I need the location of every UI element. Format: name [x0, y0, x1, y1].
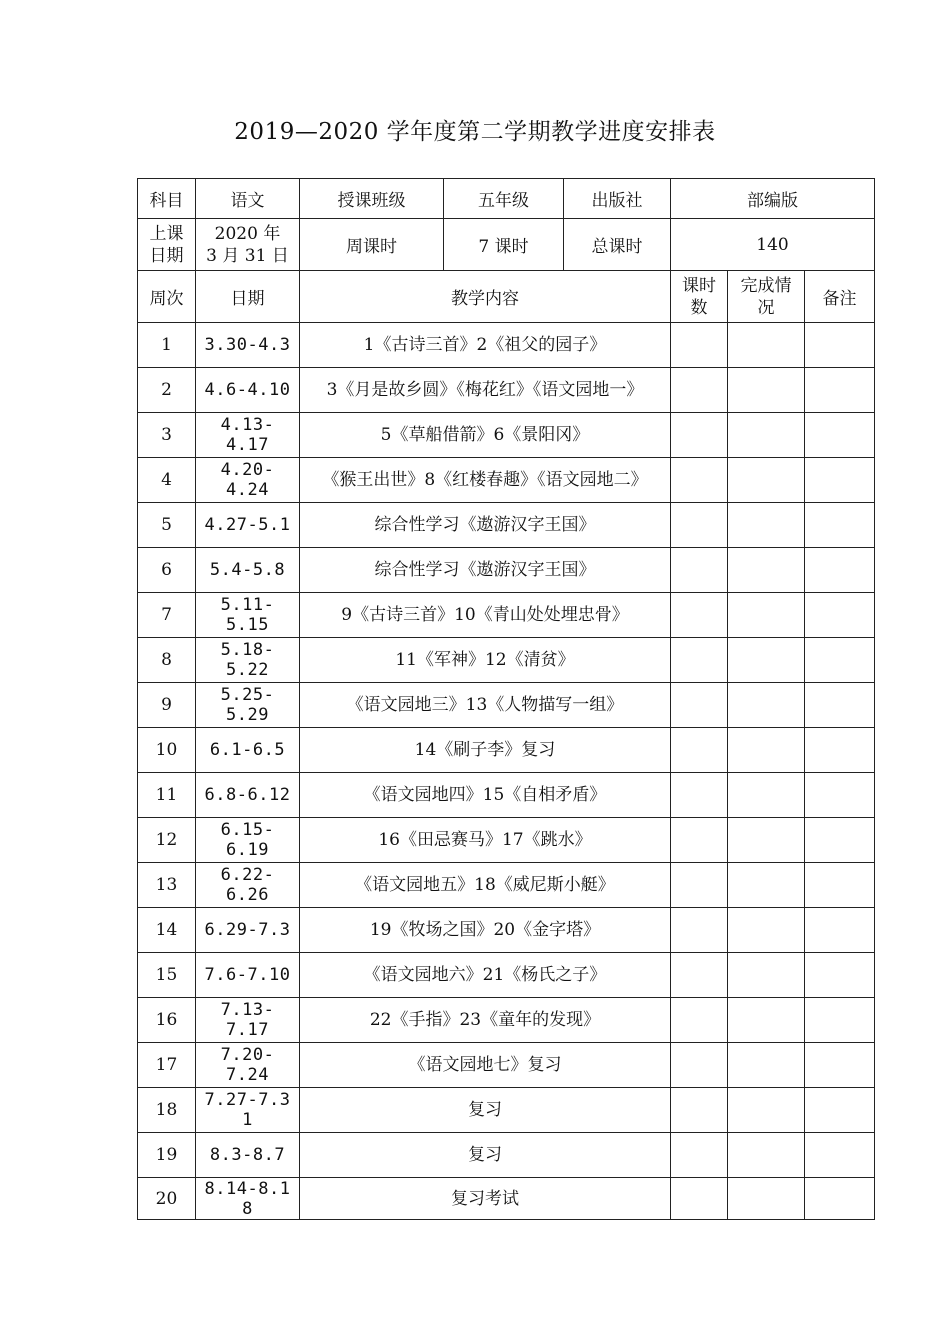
table-row	[138, 953, 875, 998]
week-cell: 18	[138, 1088, 196, 1133]
content-cell: 3《月是故乡圆》《梅花红》《语文园地一》	[300, 368, 671, 413]
done-cell	[728, 998, 805, 1043]
week-cell: 9	[138, 683, 196, 728]
date-cell	[196, 1133, 300, 1178]
header-hours-line-2: 数	[690, 297, 708, 318]
weekly-hours-value: 7 课时	[444, 219, 564, 271]
content-cell: 9《古诗三首》10《青山处处埋忠骨》	[300, 593, 671, 638]
schedule-table	[137, 178, 875, 1220]
date-line-1: 5.18-	[220, 640, 275, 660]
date-line-2: 4.24	[226, 480, 269, 500]
week-cell: 20	[138, 1178, 196, 1220]
table-row	[138, 1178, 875, 1220]
date-line-1: 7.27-7.3	[204, 1090, 291, 1110]
hours-cell	[671, 638, 728, 683]
table-row	[138, 458, 875, 503]
table-row	[138, 1088, 875, 1133]
done-cell	[728, 323, 805, 368]
week-cell: 7	[138, 593, 196, 638]
notes-cell	[805, 413, 875, 458]
date-cell	[196, 503, 300, 548]
table-row	[138, 863, 875, 908]
hours-cell	[671, 1088, 728, 1133]
table-row	[138, 323, 875, 368]
date-line-1: 6.22-	[220, 865, 275, 885]
notes-cell	[805, 1088, 875, 1133]
table-row	[138, 1043, 875, 1088]
date-cell	[196, 1178, 300, 1220]
date-line-1: 7.13-	[220, 1000, 275, 1020]
date-line-1: 4.13-	[220, 415, 275, 435]
done-cell	[728, 368, 805, 413]
publisher-label: 出版社	[564, 179, 671, 219]
table-row	[138, 413, 875, 458]
start-date-label-line-2: 日期	[149, 245, 184, 266]
content-cell: 《语文园地五》18《威尼斯小艇》	[300, 863, 671, 908]
notes-cell	[805, 458, 875, 503]
notes-cell	[805, 323, 875, 368]
date-line-1: 4.6-4.10	[204, 380, 291, 400]
notes-cell	[805, 818, 875, 863]
hours-cell	[671, 773, 728, 818]
date-cell	[196, 458, 300, 503]
date-line-2: 8	[242, 1198, 253, 1219]
done-cell	[728, 773, 805, 818]
start-date-label	[138, 219, 196, 271]
week-cell: 4	[138, 458, 196, 503]
hours-cell	[671, 818, 728, 863]
date-cell	[196, 773, 300, 818]
date-line-2: 7.24	[226, 1065, 269, 1085]
content-cell: 《语文园地三》13《人物描写一组》	[300, 683, 671, 728]
notes-cell	[805, 1043, 875, 1088]
week-cell: 11	[138, 773, 196, 818]
header-done-line-2: 况	[757, 297, 775, 318]
notes-cell	[805, 773, 875, 818]
week-cell: 5	[138, 503, 196, 548]
done-cell	[728, 413, 805, 458]
content-cell: 综合性学习《遨游汉字王国》	[300, 548, 671, 593]
content-cell: 复习	[300, 1088, 671, 1133]
notes-cell	[805, 908, 875, 953]
content-cell: 14《刷子李》复习	[300, 728, 671, 773]
table-row	[138, 548, 875, 593]
done-cell	[728, 818, 805, 863]
content-cell: 综合性学习《遨游汉字王国》	[300, 503, 671, 548]
date-cell	[196, 548, 300, 593]
date-cell	[196, 863, 300, 908]
week-cell: 1	[138, 323, 196, 368]
table-row	[138, 503, 875, 548]
date-line-1: 8.3-8.7	[209, 1145, 286, 1165]
content-cell: 《语文园地四》15《自相矛盾》	[300, 773, 671, 818]
week-cell: 10	[138, 728, 196, 773]
notes-cell	[805, 368, 875, 413]
date-cell	[196, 728, 300, 773]
done-cell	[728, 863, 805, 908]
done-cell	[728, 638, 805, 683]
header-date: 日期	[196, 271, 300, 323]
content-cell: 5《草船借箭》6《景阳冈》	[300, 413, 671, 458]
header-week: 周次	[138, 271, 196, 323]
notes-cell	[805, 863, 875, 908]
hours-cell	[671, 908, 728, 953]
notes-cell	[805, 683, 875, 728]
info-row-schedule	[138, 219, 875, 271]
hours-cell	[671, 1133, 728, 1178]
date-cell	[196, 953, 300, 998]
week-cell: 19	[138, 1133, 196, 1178]
notes-cell	[805, 728, 875, 773]
date-cell	[196, 683, 300, 728]
date-line-1: 6.15-	[220, 820, 275, 840]
date-cell	[196, 1043, 300, 1088]
header-hours-line-1: 课时	[682, 275, 716, 296]
week-cell: 13	[138, 863, 196, 908]
header-content: 教学内容	[300, 271, 671, 323]
table-row	[138, 998, 875, 1043]
date-cell	[196, 818, 300, 863]
date-cell	[196, 998, 300, 1043]
weekly-hours-label: 周课时	[300, 219, 444, 271]
date-line-2: 4.17	[226, 435, 269, 455]
date-line-1: 4.20-	[220, 460, 275, 480]
date-line-2: 7.17	[226, 1020, 269, 1040]
date-line-1: 6.1-6.5	[209, 740, 286, 760]
week-cell: 15	[138, 953, 196, 998]
date-line-1: 5.25-	[220, 685, 275, 705]
date-line-1: 7.6-7.10	[204, 965, 291, 985]
start-date-label-line-1: 上课	[149, 223, 184, 244]
table-row	[138, 368, 875, 413]
done-cell	[728, 1178, 805, 1220]
week-cell: 17	[138, 1043, 196, 1088]
hours-cell	[671, 413, 728, 458]
start-date-value-line-1: 2020 年	[214, 223, 281, 244]
date-line-2: 6.26	[226, 885, 269, 905]
table-row	[138, 818, 875, 863]
content-cell: 《猴王出世》8《红楼春趣》《语文园地二》	[300, 458, 671, 503]
notes-cell	[805, 638, 875, 683]
done-cell	[728, 683, 805, 728]
notes-cell	[805, 998, 875, 1043]
content-cell: 11《军神》12《清贫》	[300, 638, 671, 683]
hours-cell	[671, 953, 728, 998]
done-cell	[728, 908, 805, 953]
date-line-2: 5.22	[226, 660, 269, 680]
info-row-subject	[138, 179, 875, 219]
date-line-1: 5.11-	[220, 595, 275, 615]
week-cell: 8	[138, 638, 196, 683]
date-line-1: 8.14-8.1	[204, 1178, 291, 1199]
date-line-2: 5.29	[226, 705, 269, 725]
table-row	[138, 593, 875, 638]
done-cell	[728, 548, 805, 593]
notes-cell	[805, 1178, 875, 1220]
done-cell	[728, 593, 805, 638]
table-row	[138, 908, 875, 953]
hours-cell	[671, 323, 728, 368]
total-hours-value: 140	[671, 219, 875, 271]
done-cell	[728, 503, 805, 548]
date-line-2: 1	[242, 1110, 253, 1130]
date-line-1: 4.27-5.1	[204, 515, 291, 535]
hours-cell	[671, 998, 728, 1043]
date-line-1: 5.4-5.8	[209, 560, 286, 580]
table-row	[138, 683, 875, 728]
date-cell	[196, 323, 300, 368]
content-cell: 《语文园地七》复习	[300, 1043, 671, 1088]
notes-cell	[805, 1133, 875, 1178]
class-label: 授课班级	[300, 179, 444, 219]
notes-cell	[805, 548, 875, 593]
date-line-1: 6.8-6.12	[204, 785, 291, 805]
date-line-1: 7.20-	[220, 1045, 275, 1065]
notes-cell	[805, 593, 875, 638]
hours-cell	[671, 728, 728, 773]
done-cell	[728, 1043, 805, 1088]
hours-cell	[671, 368, 728, 413]
subject-label: 科目	[138, 179, 196, 219]
total-hours-label: 总课时	[564, 219, 671, 271]
start-date-value-line-2: 3 月 31 日	[206, 245, 289, 266]
header-row	[138, 271, 875, 323]
hours-cell	[671, 458, 728, 503]
table-row	[138, 728, 875, 773]
hours-cell	[671, 548, 728, 593]
hours-cell	[671, 683, 728, 728]
table-row	[138, 1133, 875, 1178]
header-done	[728, 271, 805, 323]
table-row	[138, 638, 875, 683]
date-line-2: 6.19	[226, 840, 269, 860]
hours-cell	[671, 1178, 728, 1220]
date-line-1: 3.30-4.3	[204, 335, 291, 355]
done-cell	[728, 1088, 805, 1133]
date-cell	[196, 413, 300, 458]
week-cell: 6	[138, 548, 196, 593]
content-cell: 1《古诗三首》2《祖父的园子》	[300, 323, 671, 368]
done-cell	[728, 953, 805, 998]
done-cell	[728, 728, 805, 773]
content-cell: 复习	[300, 1133, 671, 1178]
hours-cell	[671, 1043, 728, 1088]
done-cell	[728, 458, 805, 503]
week-cell: 12	[138, 818, 196, 863]
content-cell: 16《田忌赛马》17《跳水》	[300, 818, 671, 863]
date-cell	[196, 593, 300, 638]
header-hours	[671, 271, 728, 323]
content-cell: 复习考试	[300, 1178, 671, 1220]
header-done-line-1: 完成情	[740, 275, 792, 296]
date-cell	[196, 638, 300, 683]
week-cell: 14	[138, 908, 196, 953]
done-cell	[728, 1133, 805, 1178]
header-notes: 备注	[805, 271, 875, 323]
hours-cell	[671, 593, 728, 638]
content-cell: 22《手指》23《童年的发现》	[300, 998, 671, 1043]
class-value: 五年级	[444, 179, 564, 219]
week-cell: 2	[138, 368, 196, 413]
date-line-1: 6.29-7.3	[204, 920, 291, 940]
content-cell: 《语文园地六》21《杨氏之子》	[300, 953, 671, 998]
date-cell	[196, 908, 300, 953]
notes-cell	[805, 503, 875, 548]
page-title: 2019—2020 学年度第二学期教学进度安排表	[234, 119, 716, 145]
publisher-value: 部编版	[671, 179, 875, 219]
subject-value: 语文	[196, 179, 300, 219]
content-cell: 19《牧场之国》20《金字塔》	[300, 908, 671, 953]
start-date-value	[196, 219, 300, 271]
hours-cell	[671, 863, 728, 908]
notes-cell	[805, 953, 875, 998]
date-cell	[196, 1088, 300, 1133]
week-cell: 16	[138, 998, 196, 1043]
table-row	[138, 773, 875, 818]
hours-cell	[671, 503, 728, 548]
week-cell: 3	[138, 413, 196, 458]
date-cell	[196, 368, 300, 413]
date-line-2: 5.15	[226, 615, 269, 635]
